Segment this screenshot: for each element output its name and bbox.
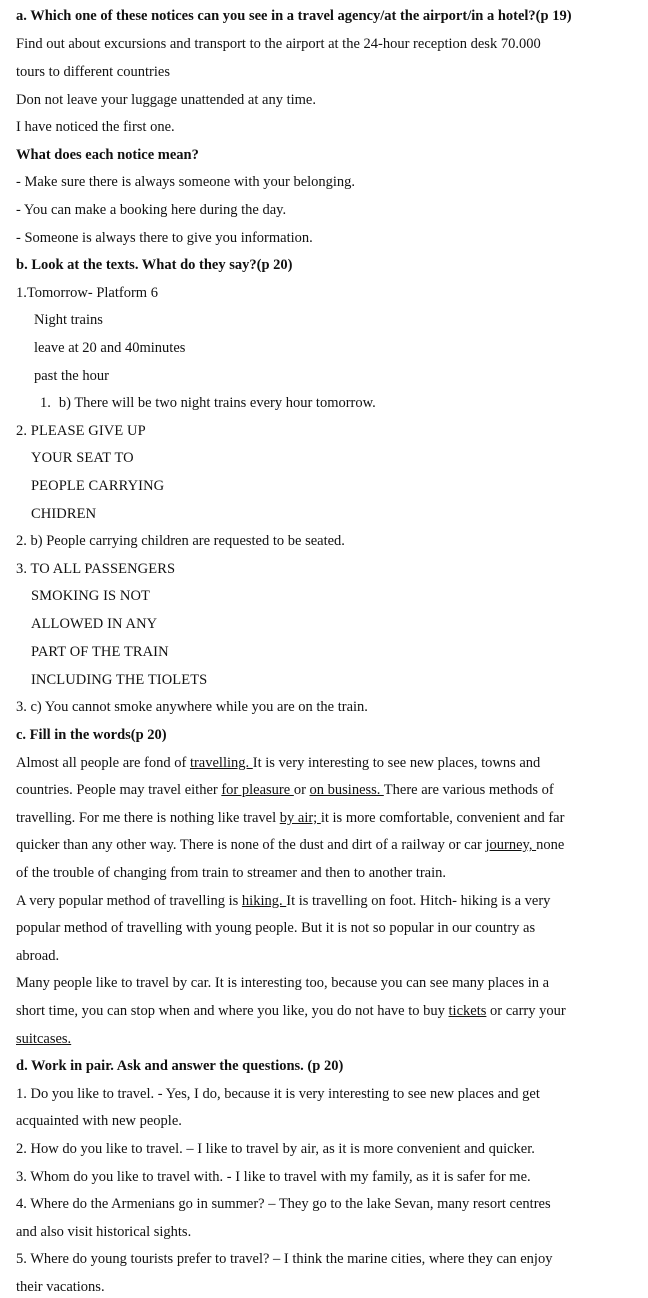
qa-line: 3. Whom do you like to travel with. - I like to travel with my family, as it is safer for me.	[16, 1169, 531, 1185]
notice-text-3-line: PART OF THE TRAIN	[31, 644, 169, 660]
notice-2: Don not leave your luggage unattended at any time.	[16, 92, 316, 108]
paragraph-line	[16, 835, 564, 855]
filled-word: on business.	[309, 782, 384, 798]
notice-text-2-line: 2. PLEASE GIVE UP	[16, 423, 146, 439]
text-run: short time, you can stop when and where you like, you do not have to buy	[16, 1003, 449, 1019]
paragraph-line: abroad.	[16, 948, 60, 964]
qa-line: acquainted with new people.	[16, 1113, 182, 1129]
answer-2: 2. b) People carrying children are requested to be seated.	[16, 533, 345, 549]
notice-text-2-line: PEOPLE CARRYING	[31, 478, 165, 494]
meaning-item: - Someone is always there to give you information.	[16, 230, 313, 246]
filled-word: by air;	[279, 810, 321, 826]
section-d-heading: d. Work in pair. Ask and answer the questions. (p 20)	[16, 1058, 344, 1074]
filled-word: journey,	[485, 837, 537, 853]
text-run: or carry your	[486, 1003, 566, 1019]
qa-line: 5. Where do young tourists prefer to travel? – I think the marine cities, where they can enjoy	[16, 1251, 553, 1267]
qa-line: their vacations.	[16, 1279, 105, 1295]
notice-1-line-1: Find out about excursions and transport to the airport at the 24-hour reception desk 70.000	[16, 36, 541, 52]
filled-word: hiking.	[241, 893, 287, 909]
text-run: or	[293, 782, 310, 798]
qa-line: and also visit historical sights.	[16, 1224, 192, 1240]
answer-3: 3. c) You cannot smoke anywhere while you are on the train.	[16, 699, 368, 715]
paragraph-line: of the trouble of changing from train to streamer and then to another train.	[16, 865, 447, 881]
notice-text-3-line: ALLOWED IN ANY	[31, 616, 158, 632]
text-run: none	[536, 837, 565, 853]
notice-text-1-line: leave at 20 and 40minutes	[34, 340, 186, 356]
answer-1-text: b) There will be two night trains every hour tomorrow.	[58, 395, 376, 411]
paragraph-line	[16, 780, 554, 800]
notice-1-line-2: tours to different countries	[16, 64, 170, 80]
notice-text-2-line: YOUR SEAT TO	[31, 450, 134, 466]
notice-text-1-line: past the hour	[34, 368, 109, 384]
text-run: travelling. For me there is nothing like travel	[16, 810, 280, 826]
text-run: It is very interesting to see new places, towns and	[252, 755, 541, 771]
section-c-heading: c. Fill in the words(p 20)	[16, 727, 167, 743]
paragraph-line	[16, 808, 564, 828]
qa-line: 1. Do you like to travel. - Yes, I do, because it is very interesting to see new places and get	[16, 1086, 540, 1102]
text-run: countries. People may travel either	[16, 782, 222, 798]
filled-word: tickets	[448, 1003, 487, 1019]
filled-word: for pleasure	[221, 782, 294, 798]
text-run: Almost all people are fond of	[16, 755, 190, 771]
section-a-answer: I have noticed the first one.	[16, 119, 175, 135]
qa-line: 4. Where do the Armenians go in summer? – They go to the lake Sevan, many resort centres	[16, 1196, 551, 1212]
answer-1	[40, 393, 376, 413]
notice-text-1-line: Night trains	[34, 312, 103, 328]
paragraph-line: popular method of travelling with young people. But it is not so popular in our country as	[16, 920, 536, 936]
text-run: It is travelling on foot. Hitch- hiking is a very	[286, 893, 551, 909]
text-run: A very popular method of travelling is	[16, 893, 242, 909]
section-b-heading: b. Look at the texts. What do they say?(p 20)	[16, 257, 293, 273]
filled-word: suitcases.	[16, 1031, 72, 1047]
notice-text-3-line: INCLUDING THE TIOLETS	[31, 672, 208, 688]
paragraph-line	[16, 891, 550, 911]
notice-text-2-line: CHIDREN	[31, 506, 97, 522]
meaning-item: - You can make a booking here during the day.	[16, 202, 287, 218]
text-run: quicker than any other way. There is none of the dust and dirt of a railway or car	[16, 837, 486, 853]
section-a-subheading: What does each notice mean?	[16, 147, 199, 163]
notice-text-3-line: SMOKING IS NOT	[31, 588, 151, 604]
meaning-item: - Make sure there is always someone with your belonging.	[16, 174, 356, 190]
text-run: it is more comfortable, convenient and far	[320, 810, 565, 826]
paragraph-line	[16, 753, 540, 773]
paragraph-line	[16, 1001, 566, 1021]
text-run: There are various methods of	[383, 782, 554, 798]
qa-line: 2. How do you like to travel. – I like to travel by air, as it is more convenient and quicker.	[16, 1141, 535, 1157]
filled-word: travelling.	[189, 755, 253, 771]
paragraph-line: Many people like to travel by car. It is interesting too, because you can see many places in a	[16, 975, 550, 991]
notice-text-1-line: 1.Tomorrow- Platform 6	[16, 285, 158, 301]
section-a-heading: a. Which one of these notices can you see in a travel agency/at the airport/in a hotel?(p 19)	[16, 8, 572, 24]
notice-text-3-line: 3. TO ALL PASSENGERS	[16, 561, 176, 577]
answer-1-number: 1.	[40, 395, 51, 411]
